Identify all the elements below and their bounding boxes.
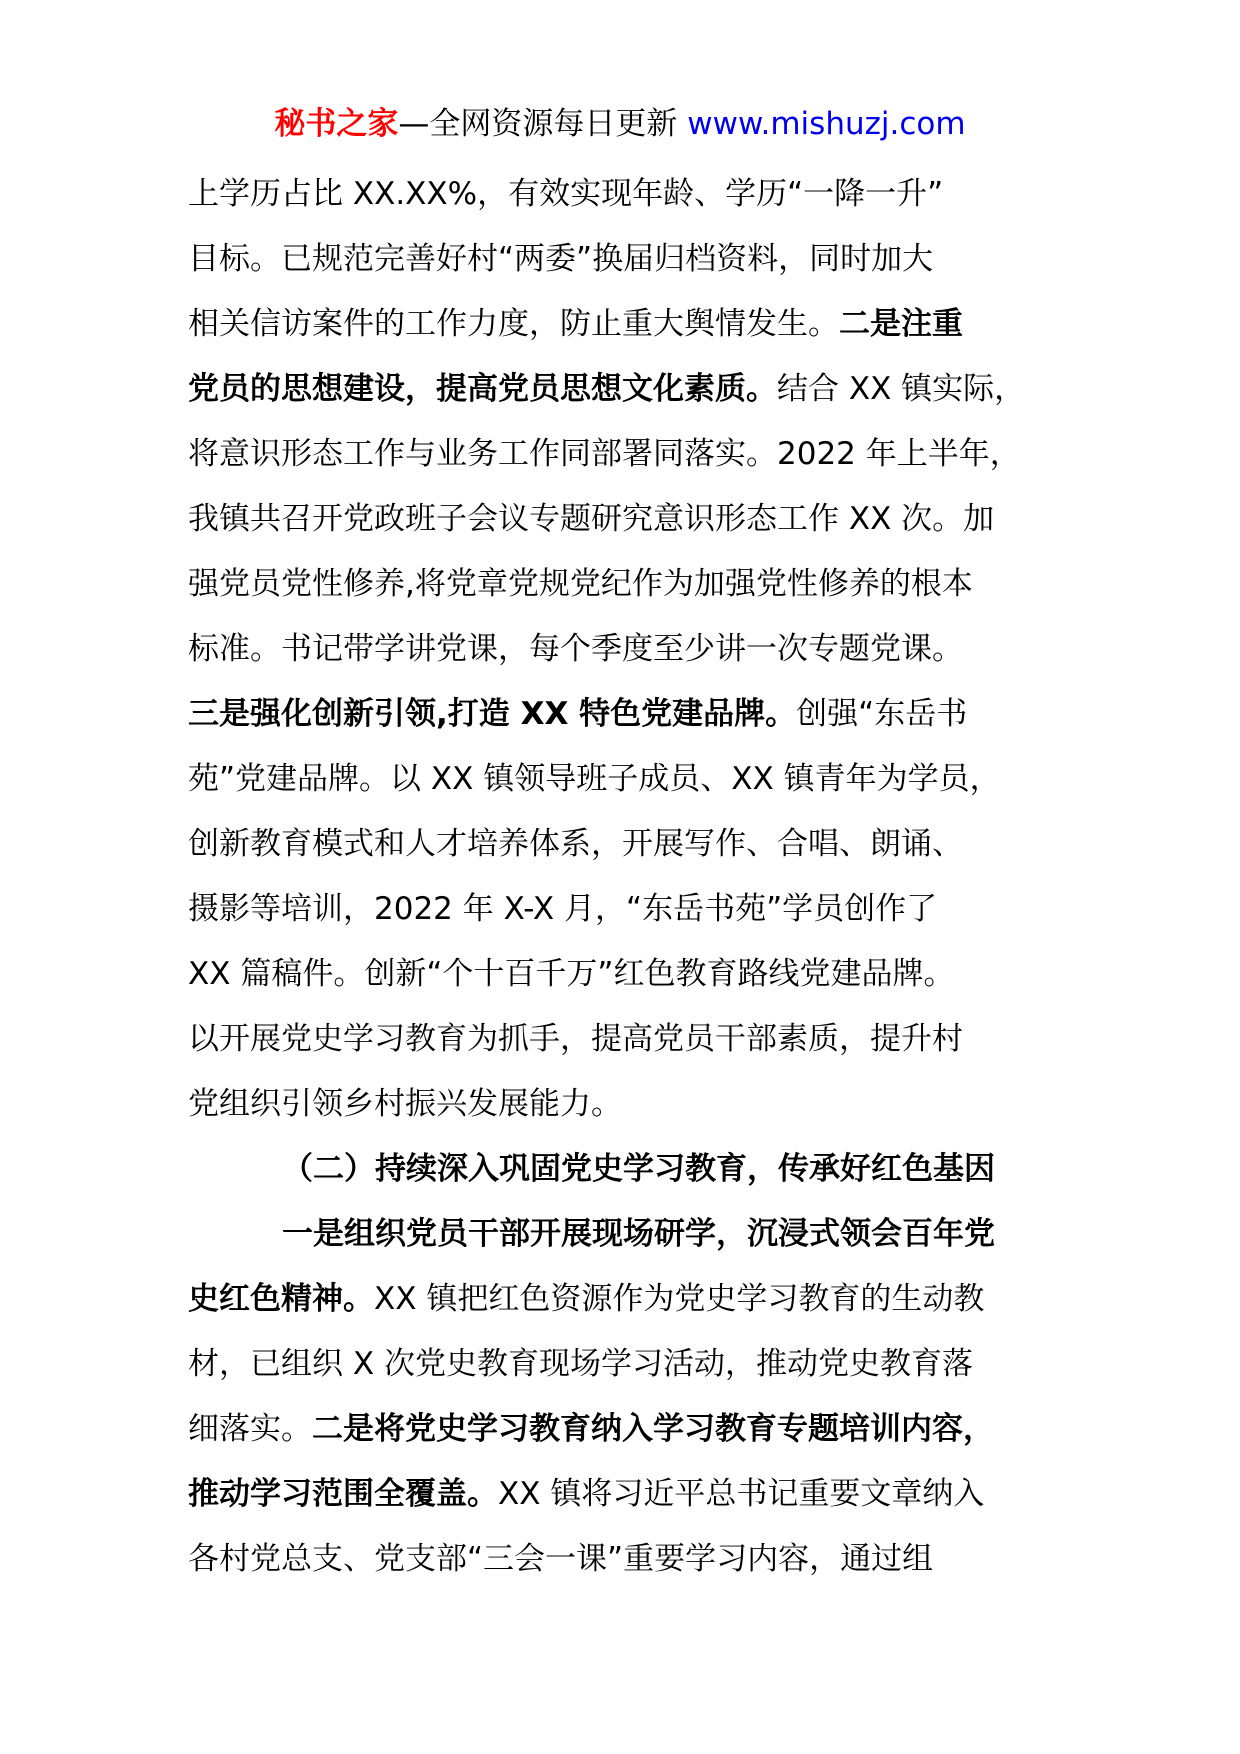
text-line [188,162,1088,227]
text-line [188,617,1088,682]
text-segment: 党组织引领乡村振兴发展能力。 [188,1086,622,1122]
bold-text-segment: 三是强化创新引领,打造 XX 特色党建品牌。 [188,696,797,732]
text-segment: 结合 XX 镇实际， [777,371,1026,407]
text-line [188,1202,1088,1267]
text-line [188,1397,1088,1462]
text-line [188,1527,1088,1592]
text-line [188,1007,1088,1072]
text-line [188,1332,1088,1397]
text-segment: 我镇共召开党政班子会议专题研究意识形态工作 XX 次。加 [188,501,995,537]
header-url-link[interactable]: www.mishuzj.com [687,106,966,142]
text-line [188,942,1088,1007]
text-segment: 材，已组织 X 次党史教育现场学习活动，推动党史教育落 [188,1346,973,1382]
bold-text-segment: 史红色精神。 [188,1281,374,1317]
text-segment: 目标。已规范完善好村“两委”换届归档资料，同时加大 [188,241,934,277]
text-segment: XX 镇将习近平总书记重要文章纳入 [498,1476,985,1512]
bold-text-segment: 一是组织党员干部开展现场研学，沉浸式领会百年党 [282,1216,995,1252]
header-slogan: —全网资源每日更新 [398,106,688,142]
bold-text-segment: 二是注重 [839,306,963,342]
bold-text-segment: （二）持续深入巩固党史学习教育，传承好红色基因 [282,1151,995,1187]
bold-text-segment: 推动学习范围全覆盖。 [188,1476,498,1512]
bold-text-segment: 党员的思想建设，提高党员思想文化素质。 [188,371,777,407]
text-segment: 摄影等培训，2022 年 X-X 月，“东岳书苑”学员创作了 [188,891,938,927]
text-line [188,357,1088,422]
text-line [188,292,1088,357]
text-line [188,1267,1088,1332]
text-line [188,877,1088,942]
text-segment: 上学历占比 XX.XX%，有效实现年龄、学历“一降一升” [188,176,944,212]
text-segment: 将意识形态工作与业务工作同部署同落实。2022 年上半年， [188,436,1021,472]
text-line [188,552,1088,617]
text-segment: XX 篇稿件。创新“个十百千万”红色教育路线党建品牌。 [188,956,955,992]
page-header [0,100,1240,148]
bold-text-segment: 二是将党史学习教育纳入学习教育专题培训内容， [312,1411,994,1447]
text-line [188,422,1088,487]
text-line [188,812,1088,877]
text-line [188,1072,1088,1137]
text-segment: 创强“东岳书 [796,696,968,732]
header-brand: 秘书之家 [274,106,399,142]
text-segment: 标准。书记带学讲党课，每个季度至少讲一次专题党课。 [188,631,963,667]
text-segment: 苑”党建品牌。以 XX 镇领导班子成员、XX 镇青年为学员， [188,761,1001,797]
text-line [188,682,1088,747]
text-segment: 相关信访案件的工作力度，防止重大舆情发生。 [188,306,839,342]
text-segment: 强党员党性修养,将党章党规党纪作为加强党性修养的根本 [188,566,973,602]
text-line [188,487,1088,552]
text-segment: 细落实。 [188,1411,312,1447]
text-line [188,747,1088,812]
text-segment: 以开展党史学习教育为抓手，提高党员干部素质，提升村 [188,1021,963,1057]
text-segment: 各村党总支、党支部“三会一课”重要学习内容，通过组 [188,1541,934,1577]
text-segment: XX 镇把红色资源作为党史学习教育的生动教 [374,1281,985,1317]
text-line [188,1137,1088,1202]
text-line [188,1462,1088,1527]
text-segment: 创新教育模式和人才培养体系，开展写作、合唱、朗诵、 [188,826,963,862]
text-line [188,227,1088,292]
document-body [188,162,1088,1592]
